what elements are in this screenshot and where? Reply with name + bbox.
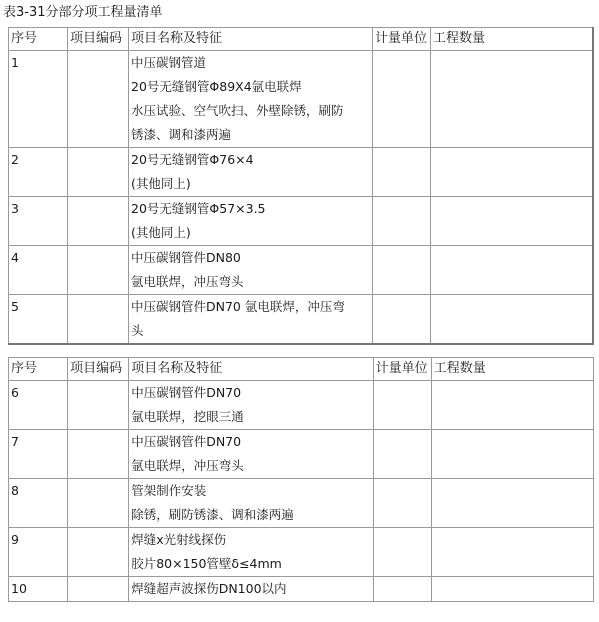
row-name-spec	[129, 528, 373, 577]
row-unit	[373, 246, 431, 295]
row-code	[68, 577, 129, 602]
col-header-index: 序号	[9, 358, 68, 381]
col-header-quantity: 工程数量	[431, 358, 593, 381]
row-quantity	[431, 381, 593, 430]
col-header-code: 项目编码	[68, 358, 129, 381]
table-header-row	[9, 358, 594, 381]
row-code	[68, 381, 129, 430]
bill-table-part1	[8, 27, 594, 345]
row-quantity	[431, 197, 594, 246]
row-index: 2	[9, 148, 68, 197]
row-quantity	[431, 430, 593, 479]
spec-line: 20号无缝钢管Φ76×4	[131, 152, 254, 167]
row-code	[68, 479, 129, 528]
row-name-spec	[129, 246, 373, 295]
spec-line: 氩电联焊，冲压弯头	[131, 274, 244, 289]
table-row	[9, 148, 594, 197]
spec-line: 除锈，刷防锈漆、调和漆两遍	[131, 507, 294, 522]
row-code	[68, 246, 129, 295]
row-quantity	[431, 479, 593, 528]
row-unit	[373, 148, 431, 197]
row-name-spec	[129, 148, 373, 197]
spec-line: 水压试验、空气吹扫、外壁除锈，刷防	[131, 103, 344, 118]
table-row	[9, 479, 594, 528]
row-index: 5	[9, 295, 68, 345]
row-index: 1	[9, 51, 68, 148]
row-code	[68, 430, 129, 479]
spec-line: (其他同上)	[131, 225, 191, 240]
col-header-name-spec: 项目名称及特征	[129, 358, 373, 381]
table-row	[9, 577, 594, 602]
spec-line: 氩电联焊，挖眼三通	[131, 409, 244, 424]
spec-line: 20号无缝钢管Φ57×3.5	[131, 201, 266, 216]
row-index: 3	[9, 197, 68, 246]
spec-line: 焊缝超声波探伤DN100以内	[131, 581, 287, 596]
spec-line: 20号无缝钢管Φ89X4氩电联焊	[131, 79, 302, 94]
spec-line: 中压碳钢管道	[131, 55, 207, 70]
table-row	[9, 381, 594, 430]
table-row	[9, 528, 594, 577]
row-unit	[373, 479, 431, 528]
spec-line: (其他同上)	[131, 176, 191, 191]
table-row	[9, 197, 594, 246]
spec-line: 中压碳钢管件DN70 氩电联焊，冲压弯	[131, 299, 345, 314]
row-index: 6	[9, 381, 68, 430]
row-quantity	[431, 577, 593, 602]
row-code	[68, 295, 129, 345]
spec-line: 锈漆、调和漆两遍	[131, 127, 232, 142]
spec-line: 中压碳钢管件DN70	[131, 434, 242, 449]
row-quantity	[431, 51, 594, 148]
spec-line: 焊缝x光射线探伤	[131, 532, 227, 547]
row-name-spec	[129, 197, 373, 246]
table-header-row	[9, 28, 594, 51]
col-header-index: 序号	[9, 28, 68, 51]
row-code	[68, 51, 129, 148]
row-index: 9	[9, 528, 68, 577]
row-unit	[373, 51, 431, 148]
row-quantity	[431, 528, 593, 577]
row-name-spec	[129, 577, 373, 602]
row-name-spec	[129, 51, 373, 148]
row-code	[68, 148, 129, 197]
row-index: 8	[9, 479, 68, 528]
row-name-spec	[129, 479, 373, 528]
row-quantity	[431, 148, 594, 197]
spec-line: 胶片80×150管壁δ≤4mm	[131, 556, 282, 571]
row-name-spec	[129, 295, 373, 345]
spec-line: 氩电联焊，冲压弯头	[131, 458, 244, 473]
table-row	[9, 430, 594, 479]
table-row	[9, 246, 594, 295]
spec-line: 管架制作安装	[131, 483, 207, 498]
col-header-quantity: 工程数量	[431, 28, 594, 51]
table-row	[9, 51, 594, 148]
row-quantity	[431, 246, 594, 295]
table-title: 表3-31分部分项工程量清单	[3, 5, 163, 20]
row-unit	[373, 295, 431, 345]
spec-line: 中压碳钢管件DN70	[131, 385, 242, 400]
col-header-name-spec: 项目名称及特征	[129, 28, 373, 51]
row-index: 10	[9, 577, 68, 602]
row-quantity	[431, 295, 594, 345]
row-unit	[373, 381, 431, 430]
col-header-unit: 计量单位	[373, 358, 431, 381]
row-code	[68, 197, 129, 246]
row-name-spec	[129, 381, 373, 430]
spec-line: 头	[131, 323, 144, 338]
row-unit	[373, 577, 431, 602]
row-unit	[373, 528, 431, 577]
row-unit	[373, 197, 431, 246]
col-header-unit: 计量单位	[373, 28, 431, 51]
col-header-code: 项目编码	[68, 28, 129, 51]
spec-line: 中压碳钢管件DN80	[131, 250, 241, 265]
bill-table-part2	[8, 357, 594, 602]
row-code	[68, 528, 129, 577]
row-index: 4	[9, 246, 68, 295]
row-unit	[373, 430, 431, 479]
row-index: 7	[9, 430, 68, 479]
row-name-spec	[129, 430, 373, 479]
table-row	[9, 295, 594, 345]
